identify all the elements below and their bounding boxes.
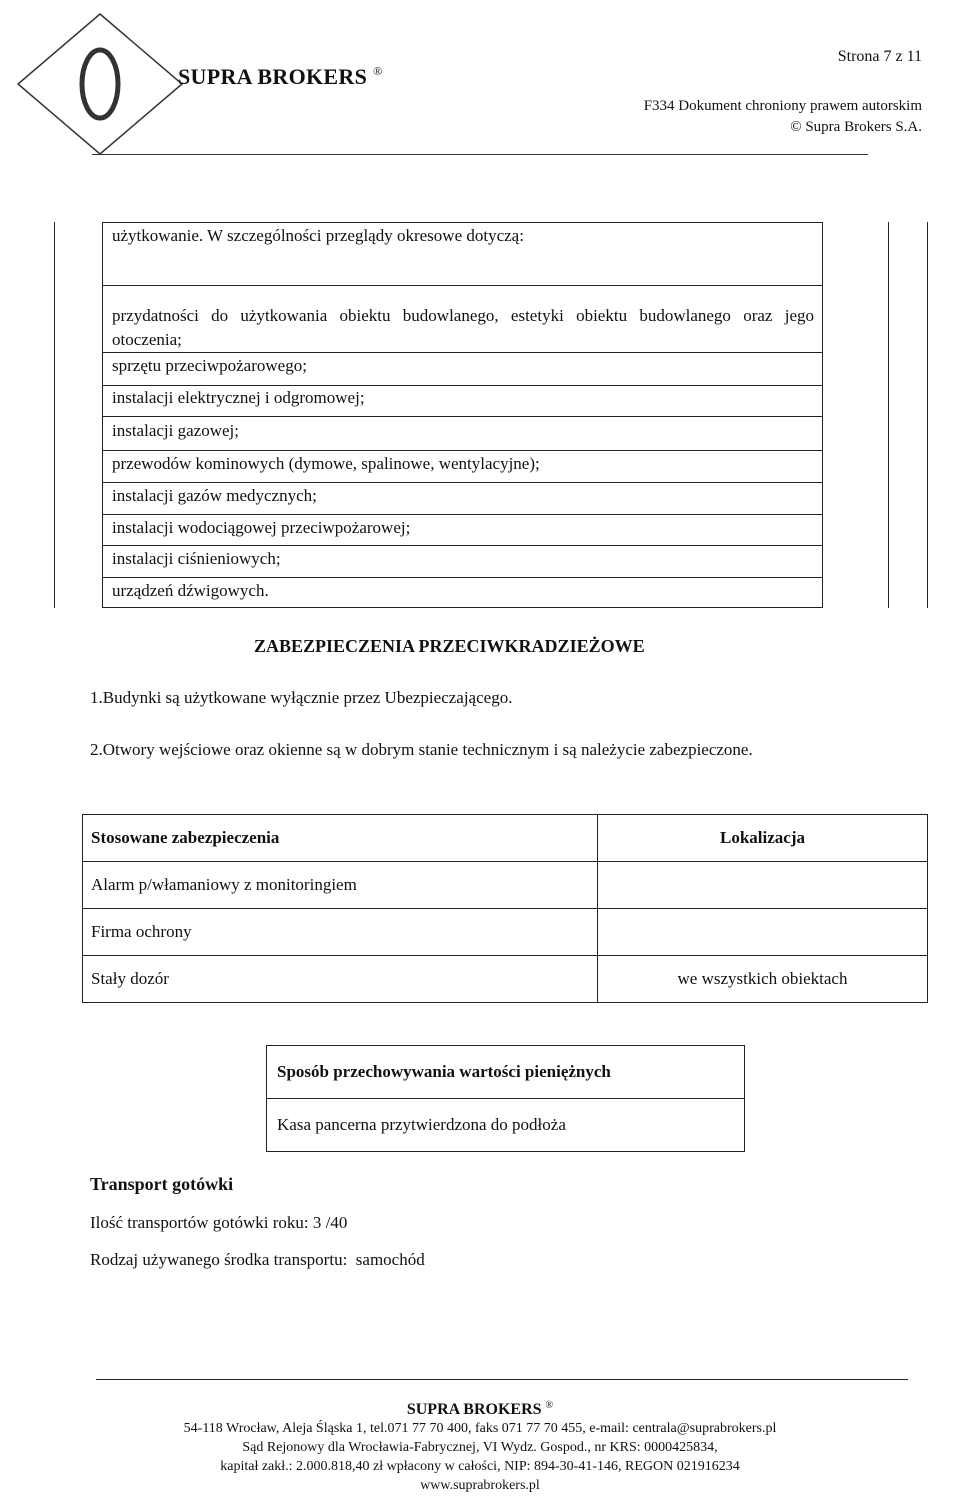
location-cell	[598, 862, 928, 909]
money-storage-table	[266, 1045, 745, 1152]
supra-brokers-logo	[12, 10, 192, 160]
checklist-paragraph: przydatności do użytkowania obiektu budowlanego, estetyki obiektu budowlanego oraz jego otoczenia;	[112, 306, 814, 349]
section-title: ZABEZPIECZENIA PRZECIWKRADZIEŻOWE	[254, 636, 645, 656]
inspection-checklist-table	[54, 222, 928, 608]
copyright-notice: F334 Dokument chroniony prawem autorskim	[643, 98, 922, 114]
footer	[0, 1396, 960, 1495]
table-border	[102, 577, 822, 578]
footer-brand: SUPRA BROKERS ®	[406, 1400, 554, 1418]
table-border	[102, 285, 822, 286]
column-header-measures: Stosowane zabezpieczenia	[83, 815, 598, 862]
table-border	[102, 482, 822, 483]
footer-divider	[96, 1379, 908, 1380]
location-cell	[598, 909, 928, 956]
security-measures-table	[82, 814, 928, 1003]
table-border	[102, 352, 822, 353]
table-header-row	[267, 1046, 745, 1099]
table-row	[83, 909, 928, 956]
checklist-item: instalacji wodociągowej przeciwpożarowej;	[112, 518, 411, 537]
table-border	[102, 416, 822, 417]
checklist-item: instalacji gazowej;	[112, 421, 239, 440]
transport-means: Rodzaj używanego środka transportu: samochód	[90, 1250, 425, 1269]
copyright-owner: © Supra Brokers S.A.	[790, 119, 922, 135]
table-row	[83, 862, 928, 909]
table-border	[102, 385, 822, 386]
measure-cell: Firma ochrony	[83, 909, 598, 956]
table-border	[888, 222, 889, 608]
table-border	[102, 545, 822, 546]
header-divider	[92, 154, 868, 155]
table-border	[102, 450, 822, 451]
header-brand: SUPRA BROKERS ®	[178, 64, 383, 89]
table-border	[102, 607, 822, 608]
table-row	[267, 1099, 745, 1152]
checklist-item: instalacji ciśnieniowych;	[112, 549, 281, 568]
checklist-item: instalacji gazów medycznych;	[112, 486, 317, 505]
footer-court: Sąd Rejonowy dla Wrocławia-Fabrycznej, VI Wydz. Gospod., nr KRS: 0000425834,	[242, 1440, 718, 1455]
transport-title: Transport gotówki	[90, 1174, 234, 1194]
money-storage-value: Kasa pancerna przytwierdzona do podłoża	[267, 1099, 745, 1152]
checklist-lead: użytkowanie. W szczególności przeglądy okresowe dotyczą:	[112, 226, 524, 245]
footer-address: 54-118 Wrocław, Aleja Śląska 1, tel.071 77 70 400, faks 071 77 70 455, e-mail: centrala@suprabrokers.pl	[183, 1421, 777, 1436]
transport-count: Ilość transportów gotówki roku: 3 /40	[90, 1213, 348, 1232]
page-number: Strona 7 z 11	[837, 48, 922, 65]
numbered-item-1: 1.Budynki są użytkowane wyłącznie przez Ubezpieczającego.	[90, 688, 513, 707]
table-border	[102, 222, 822, 223]
footer-capital: kapitał zakł.: 2.000.818,40 zł wpłacony w całości, NIP: 894-30-41-146, REGON 021916234	[220, 1459, 740, 1474]
column-header-location: Lokalizacja	[598, 815, 928, 862]
checklist-item: urządzeń dźwigowych.	[112, 581, 269, 600]
table-border	[102, 222, 103, 608]
table-row	[83, 956, 928, 1003]
measure-cell: Stały dozór	[83, 956, 598, 1003]
money-storage-header: Sposób przechowywania wartości pieniężnych	[267, 1046, 745, 1099]
table-header-row	[83, 815, 928, 862]
table-border	[54, 222, 55, 608]
document-info	[644, 96, 922, 138]
location-cell: we wszystkich obiektach	[598, 956, 928, 1003]
table-border	[927, 222, 928, 608]
footer-website: www.suprabrokers.pl	[420, 1478, 540, 1493]
checklist-item: instalacji elektrycznej i odgromowej;	[112, 388, 365, 407]
table-border	[822, 222, 823, 608]
measure-cell: Alarm p/włamaniowy z monitoringiem	[83, 862, 598, 909]
numbered-item-2: 2.Otwory wejściowe oraz okienne są w dobrym stanie technicznym i są należycie zabezpieczone.	[90, 740, 753, 759]
checklist-item: sprzętu przeciwpożarowego;	[112, 356, 307, 375]
table-border	[102, 514, 822, 515]
checklist-item: przewodów kominowych (dymowe, spalinowe, wentylacyjne);	[112, 454, 540, 473]
